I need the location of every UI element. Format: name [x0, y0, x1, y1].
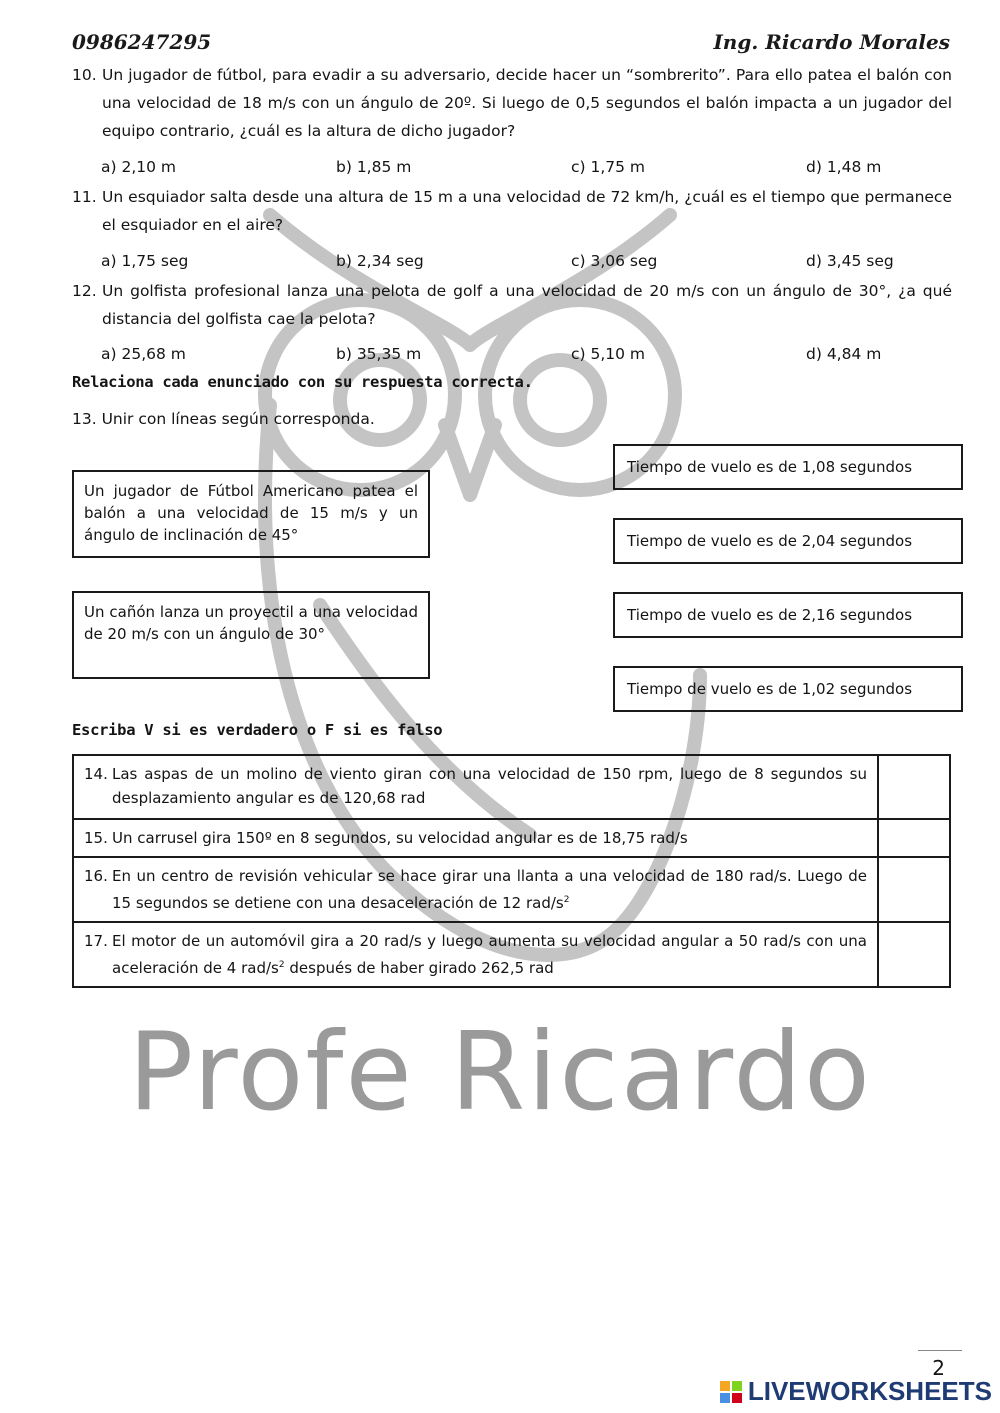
item-text: El motor de un automóvil gira a 20 rad/s y luego aumenta su velocidad angular a 50 rad/s con una aceleración de 4 rad/s — [112, 932, 867, 977]
logo-text: LIVEWORKSHEETS — [747, 1376, 992, 1406]
options-11 — [101, 252, 951, 276]
true-false-table — [72, 754, 951, 988]
item-number: 14. — [84, 765, 108, 783]
item-text: Un carrusel gira 150º en 8 segundos, su velocidad angular es de 18,75 rad/s — [112, 829, 688, 847]
matching-heading: Relaciona cada enunciado con su respuesta correcta. — [72, 373, 533, 391]
option-b[interactable]: b) 2,34 seg — [336, 252, 424, 270]
question-number: 12. — [72, 282, 97, 300]
matching-instruction: 13. Unir con líneas según corresponda. — [72, 410, 375, 428]
options-12 — [101, 345, 951, 369]
header-author: Ing. Ricardo Morales — [713, 30, 950, 54]
question-11 — [72, 183, 952, 239]
table-row — [73, 922, 950, 987]
answer-cell[interactable] — [878, 922, 950, 987]
liveworksheets-logo — [720, 1376, 992, 1407]
match-right-4[interactable]: Tiempo de vuelo es de 1,02 segundos — [613, 666, 963, 712]
match-right-2[interactable]: Tiempo de vuelo es de 2,04 segundos — [613, 518, 963, 564]
option-b[interactable]: b) 1,85 m — [336, 158, 412, 176]
option-d[interactable]: d) 3,45 seg — [806, 252, 894, 270]
match-right-3[interactable]: Tiempo de vuelo es de 2,16 segundos — [613, 592, 963, 638]
exponent: 2 — [563, 895, 570, 905]
question-12 — [72, 277, 952, 333]
answer-cell[interactable] — [878, 755, 950, 819]
option-a[interactable]: a) 25,68 m — [101, 345, 186, 363]
question-text: Un jugador de fútbol, para evadir a su adversario, decide hacer un “sombrerito”. Para ello patea el balón con una velocidad de 18 m/s con un ángulo de 20º. Si luego de 0,5 segundos el balón impacta a un jugador del equipo contrario, ¿cuál es la altura de dicho jugador? — [102, 66, 952, 140]
option-a[interactable]: a) 2,10 m — [101, 158, 177, 176]
item-number: 15. — [84, 829, 108, 847]
question-number: 11. — [72, 188, 97, 206]
option-a[interactable]: a) 1,75 seg — [101, 252, 189, 270]
option-b[interactable]: b) 35,35 m — [336, 345, 422, 363]
item-number: 17. — [84, 932, 108, 950]
option-c[interactable]: c) 3,06 seg — [571, 252, 658, 270]
page-divider — [918, 1350, 962, 1351]
option-d[interactable]: d) 4,84 m — [806, 345, 882, 363]
page-number: 2 — [932, 1356, 945, 1380]
option-c[interactable]: c) 5,10 m — [571, 345, 646, 363]
answer-cell[interactable] — [878, 857, 950, 922]
option-d[interactable]: d) 1,48 m — [806, 158, 882, 176]
item-number: 16. — [84, 867, 108, 885]
header-phone: 0986247295 — [72, 30, 212, 54]
question-text: Un golfista profesional lanza una pelota de golf a una velocidad de 20 m/s con un ángulo de 30°, ¿a qué distancia del golfista cae la pelota? — [102, 282, 952, 328]
question-text: Un esquiador salta desde una altura de 15 m a una velocidad de 72 km/h, ¿cuál es el tiempo que permanece el esquiador en el aire? — [102, 188, 952, 234]
question-number: 10. — [72, 66, 97, 84]
match-left-1[interactable]: Un jugador de Fútbol Americano patea el balón a una velocidad de 15 m/s y un ángulo de inclinación de 45° — [72, 470, 430, 558]
options-10 — [101, 158, 951, 182]
table-row — [73, 857, 950, 922]
table-row — [73, 755, 950, 819]
item-text: En un centro de revisión vehicular se hace girar una llanta a una velocidad de 180 rad/s. Luego de 15 segundos se detiene con una desaceleración de 12 rad/s — [112, 867, 867, 912]
question-10 — [72, 61, 952, 145]
table-row — [73, 819, 950, 857]
match-right-1[interactable]: Tiempo de vuelo es de 1,08 segundos — [613, 444, 963, 490]
option-c[interactable]: c) 1,75 m — [571, 158, 646, 176]
true-false-heading: Escriba V si es verdadero o F si es falso — [72, 721, 443, 739]
match-left-2[interactable]: Un cañón lanza un proyectil a una velocidad de 20 m/s con un ángulo de 30° — [72, 591, 430, 679]
watermark-text: Profe Ricardo — [128, 1010, 872, 1135]
exponent: 2 — [278, 960, 285, 970]
item-text-end: después de haber girado 262,5 rad — [284, 959, 554, 977]
logo-icon — [720, 1381, 742, 1403]
answer-cell[interactable] — [878, 819, 950, 857]
item-text: Las aspas de un molino de viento giran con una velocidad de 150 rpm, luego de 8 segundos su desplazamiento angular es de 120,68 rad — [112, 765, 867, 807]
